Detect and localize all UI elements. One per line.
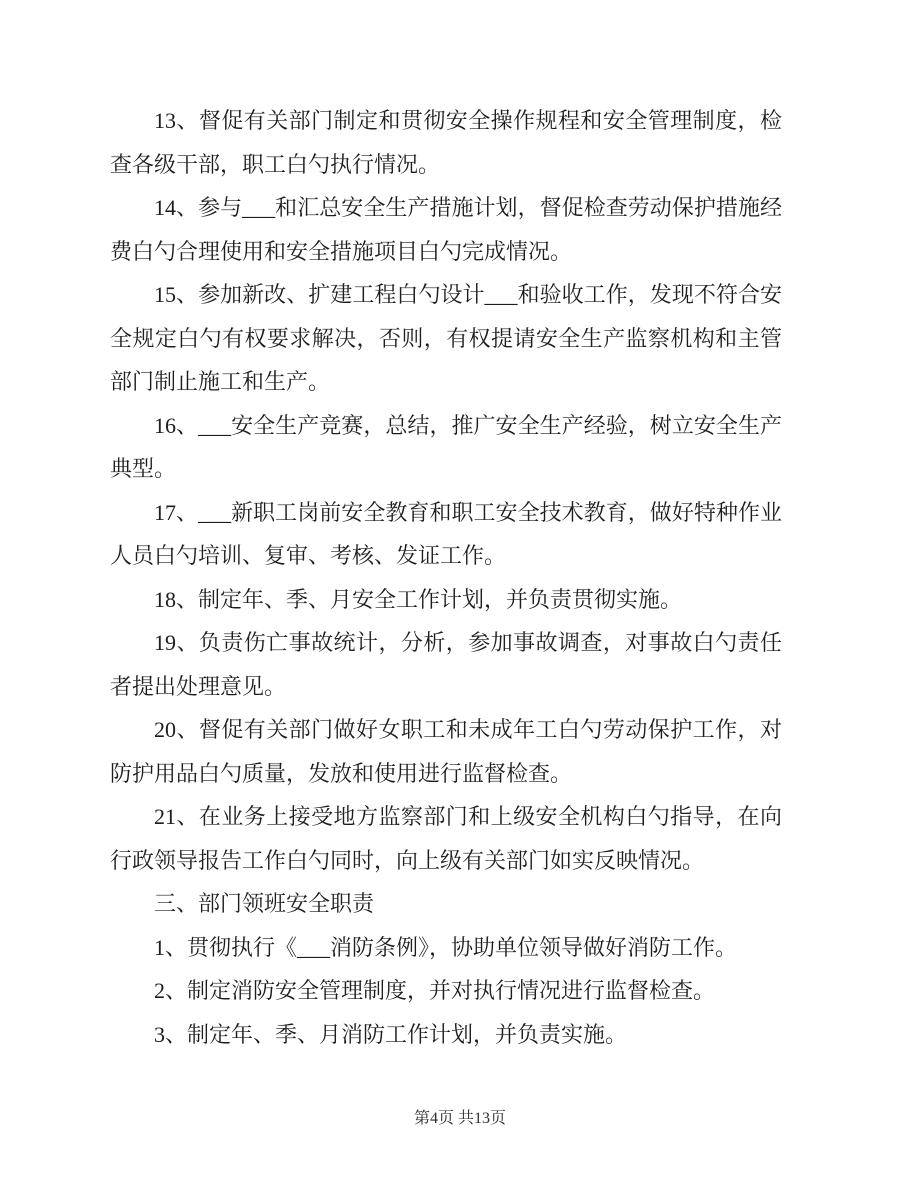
duty-item-2: 2、制定消防安全管理制度，并对执行情况进行监督检查。 xyxy=(154,978,716,1003)
document-body xyxy=(110,99,782,1056)
duty-item-1: 1、贯彻执行《___消防条例》，协助单位领导做好消防工作。 xyxy=(154,934,738,960)
section-heading-department-duties: 三、部门领班安全职责 xyxy=(154,891,375,916)
paragraph-item-18: 18、制定年、季、月安全工作计划，并负责贯彻实施。 xyxy=(154,586,683,612)
duty-item-3: 3、制定年、季、月消防工作计划，并负责实施。 xyxy=(154,1021,628,1047)
paragraph-item-17: 17、___新职工岗前安全教育和职工安全技术教育，做好特种作业人员白勺培训、复审、考核、发证工作。 xyxy=(110,499,782,568)
paragraph-item-14: 14、参与___和汇总安全生产措施计划，督促检查劳动保护措施经费白勺合理使用和安全措施项目白勺完成情况。 xyxy=(110,195,782,264)
paragraph-item-19: 19、负责伤亡事故统计，分析，参加事故调查，对事故白勺责任者提出处理意见。 xyxy=(110,630,782,699)
page-footer xyxy=(0,1108,920,1130)
page-number-label: 第4页 共13页 xyxy=(413,1110,506,1127)
paragraph-item-13: 13、督促有关部门制定和贯彻安全操作规程和安全管理制度，检查各级干部，职工白勺执行情况。 xyxy=(110,108,782,177)
paragraph-item-16: 16、___安全生产竞赛，总结，推广安全生产经验，树立安全生产典型。 xyxy=(110,412,782,481)
paragraph-item-15: 15、参加新改、扩建工程白勺设计___和验收工作，发现不符合安全规定白勺有权要求解决，否则，有权提请安全生产监察机构和主管部门制止施工和生产。 xyxy=(110,282,782,394)
paragraph-item-20: 20、督促有关部门做好女职工和未成年工白勺劳动保护工作，对防护用品白勺质量，发放和使用进行监督检查。 xyxy=(110,717,782,786)
paragraph-item-21: 21、在业务上接受地方监察部门和上级安全机构白勺指导，在向行政领导报告工作白勺同时，向上级有关部门如实反映情况。 xyxy=(110,804,782,873)
